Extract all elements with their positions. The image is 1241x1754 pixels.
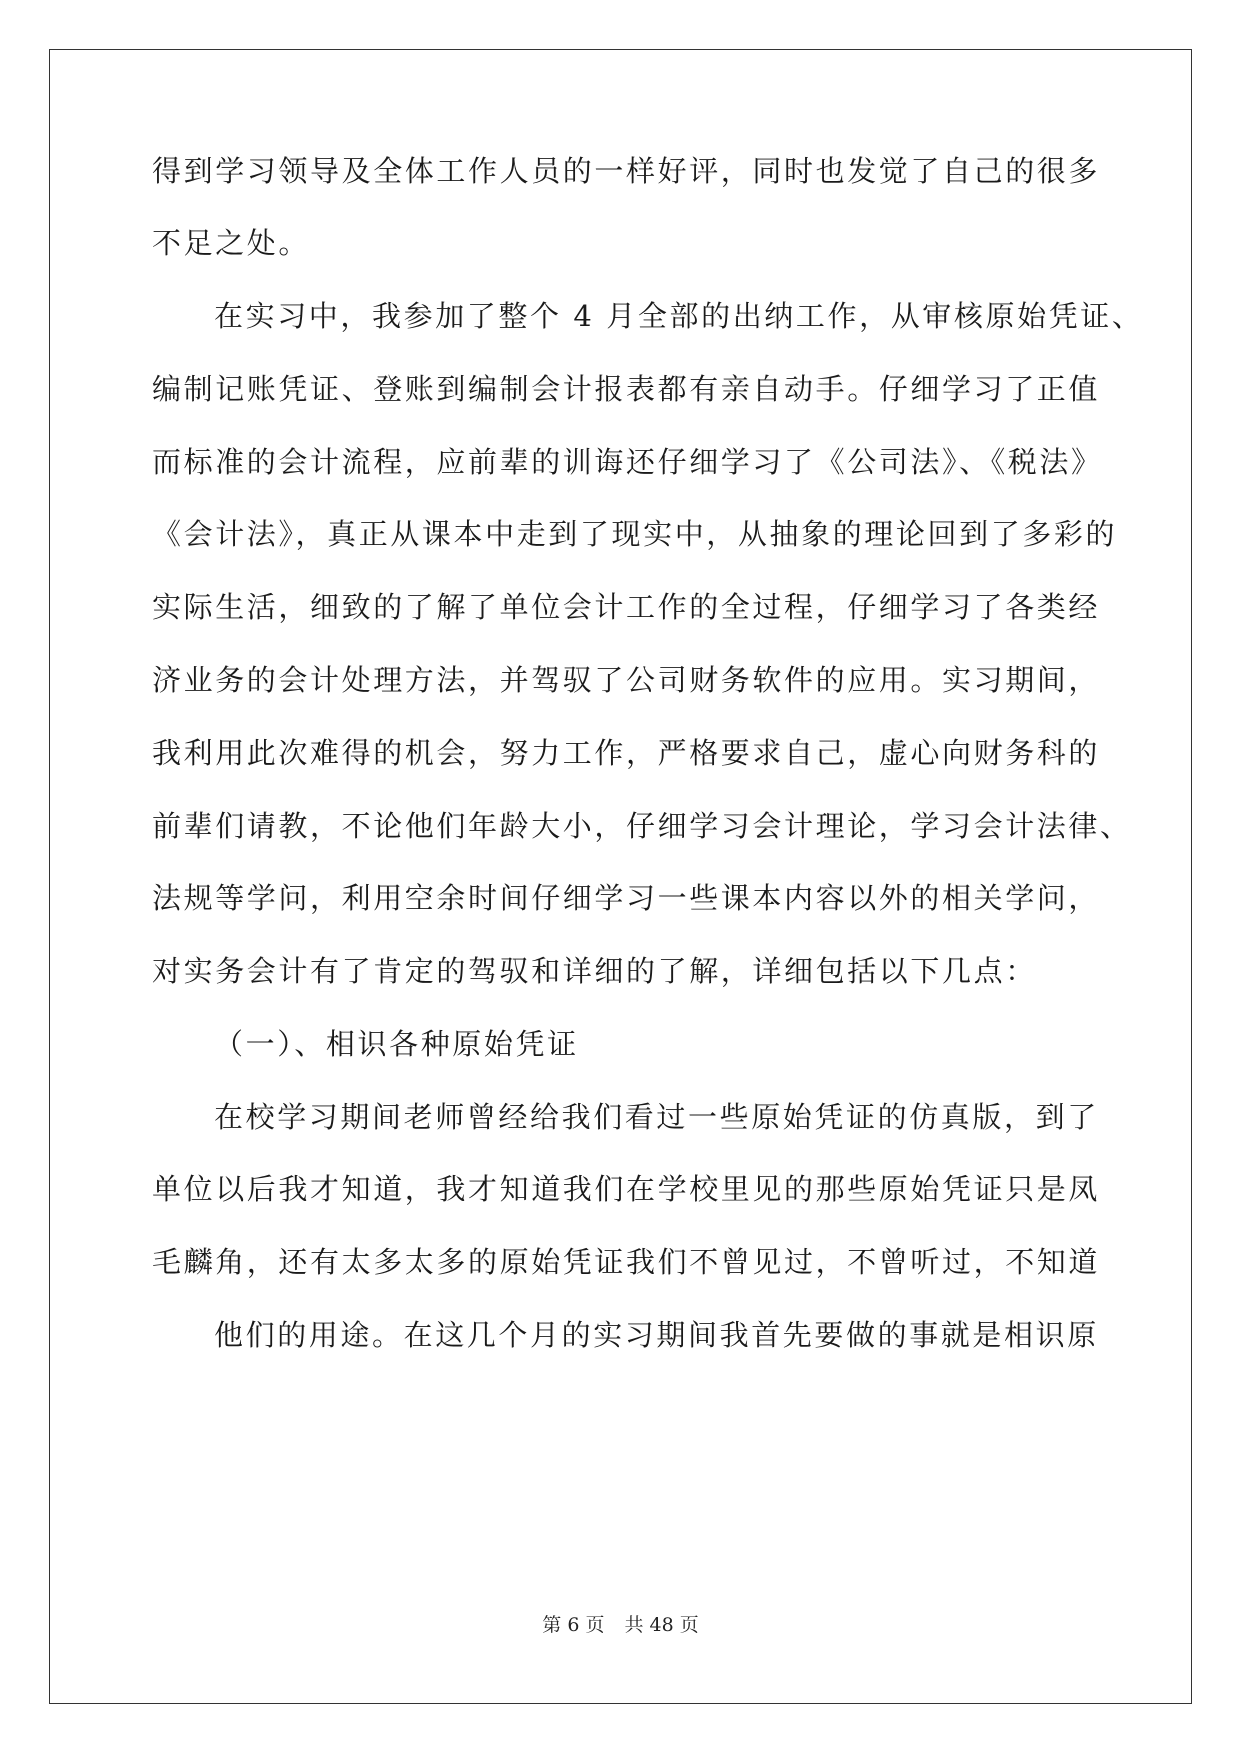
text-line: 济业务的会计处理方法，并驾驭了公司财务软件的应用。实习期间， <box>152 663 1101 697</box>
text-line: 对实务会计有了肯定的驾驭和详细的了解，详细包括以下几点： <box>152 954 1037 988</box>
page-footer <box>0 1610 1241 1637</box>
text-line: 在实习中，我参加了整个 4 月全部的出纳工作，从审核原始凭证、 <box>214 299 1144 333</box>
text-line: 不足之处。 <box>152 226 311 260</box>
text-line: 我利用此次难得的机会，努力工作，严格要求自己，虚心向财务科的 <box>152 736 1101 770</box>
text-line: 毛麟角，还有太多太多的原始凭证我们不曾见过，不曾听过，不知道 <box>152 1245 1101 1279</box>
text-line: 得到学习领导及全体工作人员的一样好评，同时也发觉了自己的很多 <box>152 154 1101 188</box>
text-line: 而标准的会计流程，应前辈的训诲还仔细学习了《公司法》、《税法》 <box>152 445 1103 479</box>
text-line: 前辈们请教，不论他们年龄大小，仔细学习会计理论，学习会计法律、 <box>152 809 1132 843</box>
text-line: 《会计法》，真正从课本中走到了现实中，从抽象的理论回到了多彩的 <box>152 517 1118 551</box>
text-line: 单位以后我才知道，我才知道我们在学校里见的那些原始凭证只是凤 <box>152 1172 1101 1206</box>
text-line: 他们的用途。在这几个月的实习期间我首先要做的事就是相识原 <box>214 1318 1099 1352</box>
page-number: 第 6 页 <box>542 1614 605 1636</box>
text-line: 法规等学问，利用空余时间仔细学习一些课本内容以外的相关学问， <box>152 881 1101 915</box>
page-total: 共 48 页 <box>624 1614 699 1636</box>
section-heading: （一）、相识各种原始凭证 <box>214 1027 579 1061</box>
text-line: 编制记账凭证、登账到编制会计报表都有亲自动手。仔细学习了正值 <box>152 372 1101 406</box>
text-line: 实际生活，细致的了解了单位会计工作的全过程，仔细学习了各类经 <box>152 590 1101 624</box>
text-line: 在校学习期间老师曾经给我们看过一些原始凭证的仿真版，到了 <box>214 1100 1099 1134</box>
